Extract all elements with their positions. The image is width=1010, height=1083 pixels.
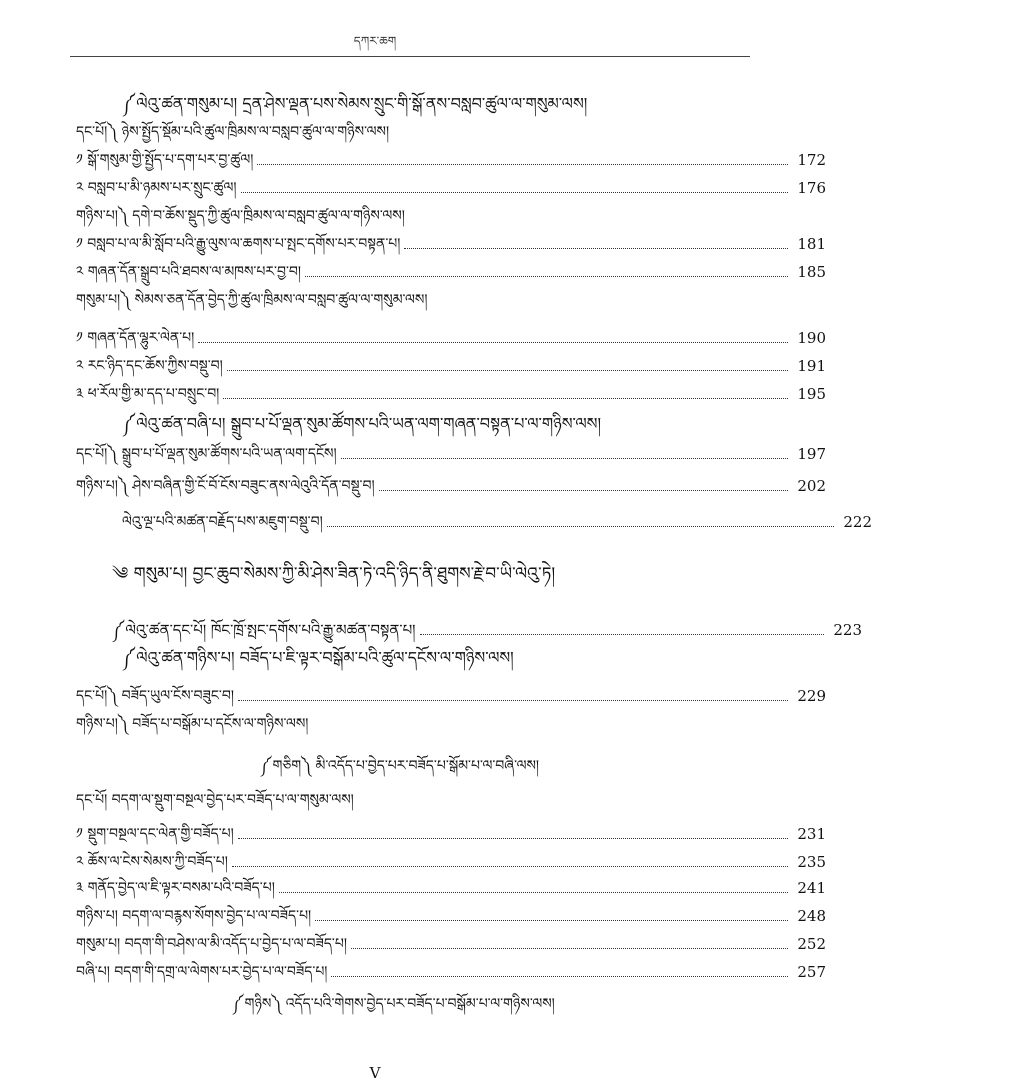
toc-page-number: 172 [797,151,826,169]
toc-entry[interactable] [0,436,826,464]
leader-dots [279,892,788,893]
leader-dots [404,248,788,249]
toc-page-number: 248 [797,907,826,925]
leader-dots [327,526,834,527]
subsection-heading: ༼གཉིས༽ འདོད་པའི་གེགས་བྱེད་པར་བཟོད་པ་བསྒོམ་པ་ལ་གཉིས་ལས། [232,996,555,1012]
toc-page-number: 222 [843,513,872,531]
toc-entry[interactable] [0,504,872,532]
running-header: དཀར་ཆག [353,34,397,48]
leader-dots [341,458,788,459]
toc-page-number: 181 [797,235,826,253]
chapter-heading: ༼ལེའུ་ཚན་གསུམ་པ། དྲན་ཤེས་ལྡན་པས་སེམས་སྲུང་གི་སྒོ་ནས་བསླབ་ཚུལ་ལ་གསུམ་ལས། [122,94,588,113]
toc-entry-label: ༢ གཞན་དོན་སྒྲུབ་པའི་ཐབས་ལ་མཁས་པར་བྱ་བ། [76,264,301,280]
toc-entry[interactable] [0,926,826,954]
toc-entry[interactable] [0,376,826,404]
leader-dots [315,920,788,921]
leader-dots [238,838,788,839]
subsection-heading: ༼གཅིག༽ མི་འདོད་པ་བྱེད་པར་བཟོད་པ་སྒོམ་པ་ལ་བཞི་ལས། [260,758,540,774]
toc-page-number: 223 [833,621,862,639]
leader-dots [379,490,788,491]
page-number-footer: V [369,1064,381,1082]
toc-entry-label: ༡ བསླབ་པ་ལ་མི་སློབ་པའི་རྒྱུ་ལུས་ལ་ཆགས་པ་སྤང་དགོས་པར་བསྟན་པ། [76,236,401,252]
toc-page-number: 229 [797,687,826,705]
section-heading: གཉིས་པ།༽ དགེ་བ་ཆོས་སྡུད་ཀྱི་ཚུལ་ཁྲིམས་ལ་བསླབ་ཚུལ་ལ་གཉིས་ལས། [76,208,405,224]
leader-dots [351,948,788,949]
toc-page-number: 190 [797,329,826,347]
toc-page-number: 197 [797,445,826,463]
toc-entry[interactable] [0,870,826,898]
toc-entry-label: ༣ གནོད་བྱེད་ལ་ཇི་ལྟར་བསམ་པའི་བཟོད་པ། [76,880,275,896]
toc-entry[interactable] [0,954,826,982]
leader-dots [257,164,788,165]
chapter-heading: ༼ལེའུ་ཚན་བཞི་པ། སྒྲུབ་པ་པོ་ལྡན་སུམ་ཚོགས་པའི་ཡན་ལག་གཞན་བསྟན་པ་ལ་གཉིས་ལས། [122,414,602,433]
leader-dots [198,342,788,343]
chapter-heading: ༼ལེའུ་ཚན་གཉིས་པ། བཟོད་པ་ཇི་ལྟར་བསྒོམ་པའི་ཚུལ་དངོས་ལ་གཉིས་ལས། [122,648,514,667]
toc-entry[interactable] [0,254,826,282]
leader-dots [232,866,788,867]
section-heading: གཉིས་པ།༽ བཟོད་པ་བསྒོམ་པ་དངོས་ལ་གཉིས་ལས། [76,716,309,732]
toc-entry-label: ༢ ཆོས་ལ་ངེས་སེམས་ཀྱི་བཟོད་པ། [76,854,228,870]
toc-page-number: 235 [797,853,826,871]
toc-entry[interactable] [0,170,826,198]
toc-page-number: 231 [797,825,826,843]
toc-page-number: 195 [797,385,826,403]
toc-entry-label: ༡ སྡུག་བསྔལ་དང་ལེན་གྱི་བཟོད་པ། [76,826,234,842]
section-heading: གསུམ་པ།༽ སེམས་ཅན་དོན་བྱེད་ཀྱི་ཚུལ་ཁྲིམས་ལ་བསླབ་ཚུལ་ལ་གསུམ་ལས། [76,292,428,308]
toc-entry-label: དང་པོ།༽ སྒྲུབ་པ་པོ་ལྡན་སུམ་ཚོགས་པའི་ཡན་ལག་དངོས། [76,446,337,462]
leader-dots [305,276,788,277]
toc-page-number: 241 [797,879,826,897]
toc-entry[interactable] [0,898,826,926]
leader-dots [227,370,788,371]
header-rule [70,56,750,57]
toc-page-number: 191 [797,357,826,375]
leader-dots [238,700,788,701]
toc-entry[interactable] [0,320,826,348]
toc-entry-label: ༡ གཞན་དོན་ལྷུར་ལེན་པ། [76,330,195,346]
subsection-heading: དང་པོ། བདག་ལ་སྡུག་བསྔལ་བྱེད་པར་བཟོད་པ་ལ་གསུམ་ལས། [76,792,354,808]
toc-entry-label: བཞི་པ། བདག་གི་དགྲ་ལ་ལེགས་པར་བྱེད་པ་ལ་བཟོད་པ། [76,964,328,980]
leader-dots [223,398,788,399]
toc-page-number: 257 [797,963,826,981]
leader-dots [241,192,789,193]
toc-entry-label: ༢ བསླབ་པ་མི་ཉམས་པར་སྲུང་ཚུལ། [76,180,237,196]
toc-entry[interactable] [0,612,862,640]
toc-entry[interactable] [0,142,826,170]
toc-entry-label: གཉིས་པ། བདག་ལ་བརྙས་སོགས་བྱེད་པ་ལ་བཟོད་པ། [76,908,312,924]
toc-entry[interactable] [0,348,826,376]
toc-entry[interactable] [0,678,826,706]
toc-entry-label: ལེའུ་ལྔ་པའི་མཚན་བརྗོད་པས་མཇུག་བསྡུ་བ། [122,514,323,530]
toc-entry-label: གསུམ་པ། བདག་གི་བཤེས་ལ་མི་འདོད་པ་བྱེད་པ་ལ་བཟོད་པ། [76,936,347,952]
toc-entry-label: ༼ལེའུ་ཚན་དང་པོ། ཁོང་ཁྲོ་སྤང་དགོས་པའི་རྒྱུ་མཚན་བསྟན་པ། [112,621,416,639]
toc-entry[interactable] [0,816,826,844]
toc-page-number: 202 [797,477,826,495]
leader-dots [420,634,824,635]
toc-entry[interactable] [0,468,826,496]
section-heading: དང་པོ།༽ ཉེས་སྤྱོད་སྡོམ་པའི་ཚུལ་ཁྲིམས་ལ་བསླབ་ཚུལ་ལ་གཉིས་ལས། [76,124,390,140]
part-heading: ༄ གསུམ་པ། བྱང་ཆུབ་སེམས་ཀྱི་མི་ཤེས་ཟིན་ཏེ་འདི་ཉིད་ནི་ཐུགས་རྗེ་བ་ཡི་ལེའུ་ཏེ། [112,564,556,584]
toc-page-number: 176 [797,179,826,197]
toc-entry[interactable] [0,844,826,872]
toc-entry-label: གཉིས་པ།༽ ཤེས་བཞིན་གྱི་ངོ་བོ་ངོས་བཟུང་ནས་ལེའུའི་དོན་བསྡུ་བ། [76,478,375,494]
toc-page-number: 252 [797,935,826,953]
toc-entry-label: ༣ ཕ་རོལ་གྱི་མ་དད་པ་བསྲུང་བ། [76,386,220,402]
leader-dots [331,976,788,977]
toc-entry-label: དང་པོ།༽ བཟོད་ཡུལ་ངོས་བཟུང་བ། [76,688,234,704]
toc-page-number: 185 [797,263,826,281]
toc-entry[interactable] [0,226,826,254]
toc-entry-label: ༢ རང་ཉིད་དང་ཆོས་ཀྱིས་བསྡུ་བ། [76,358,223,374]
toc-entry-label: ༡ སྒོ་གསུམ་གྱི་སྤྱོད་པ་དག་པར་བྱ་ཚུལ། [76,152,254,168]
